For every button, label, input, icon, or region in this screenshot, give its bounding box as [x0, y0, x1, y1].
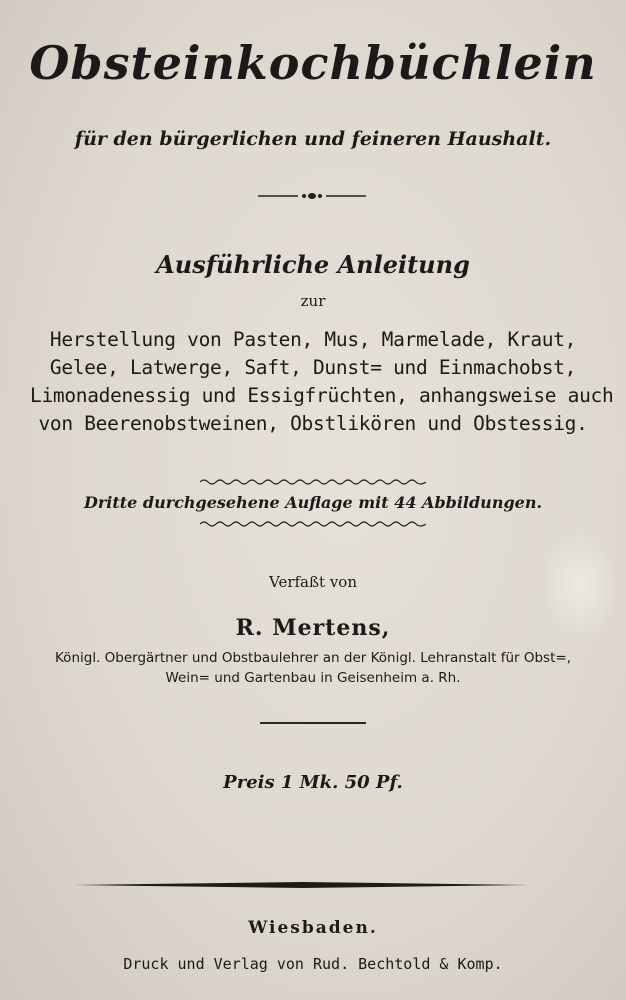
description-line: von Beerenobstweinen, Obstlikören und Obstessig.	[38, 412, 588, 435]
description-block	[30, 326, 614, 438]
book-title: Obsteinkochbüchlein	[29, 36, 597, 90]
subheading: Ausführliche Anleitung	[156, 250, 470, 279]
affiliation-line: Königl. Obergärtner und Obstbaulehrer an der Königl. Lehranstalt für Obst=,	[55, 650, 571, 666]
publisher-line: Druck und Verlag von Rud. Bechtold & Komp.	[123, 955, 503, 973]
price: Preis 1 Mk. 50 Pf.	[223, 772, 403, 793]
wavy-rule-top	[200, 478, 426, 486]
description-line: Limonadenessig und Essigfrüchten, anhangsweise auch	[30, 384, 614, 407]
publication-place: Wiesbaden.	[248, 918, 378, 938]
affiliation-line: Wein= und Gartenbau in Geisenheim a. Rh.	[165, 670, 461, 686]
connector-word: zur	[300, 292, 326, 310]
ornament-divider-icon	[258, 190, 366, 202]
description-line: Herstellung von Pasten, Mus, Marmelade, Kraut,	[49, 328, 577, 351]
wavy-rule-bottom	[200, 520, 426, 528]
author-intro: Verfaßt von	[269, 573, 357, 591]
book-subtitle: für den bürgerlichen und feineren Haushalt.	[74, 128, 552, 150]
edition-note: Dritte durchgesehene Auflage mit 44 Abbildungen.	[83, 493, 543, 512]
author-affiliation	[0, 648, 626, 688]
author-name: R. Mertens,	[235, 615, 391, 641]
tapered-divider	[74, 880, 530, 890]
description-line: Gelee, Latwerge, Saft, Dunst= und Einmachobst,	[49, 356, 577, 379]
short-divider	[260, 722, 366, 724]
